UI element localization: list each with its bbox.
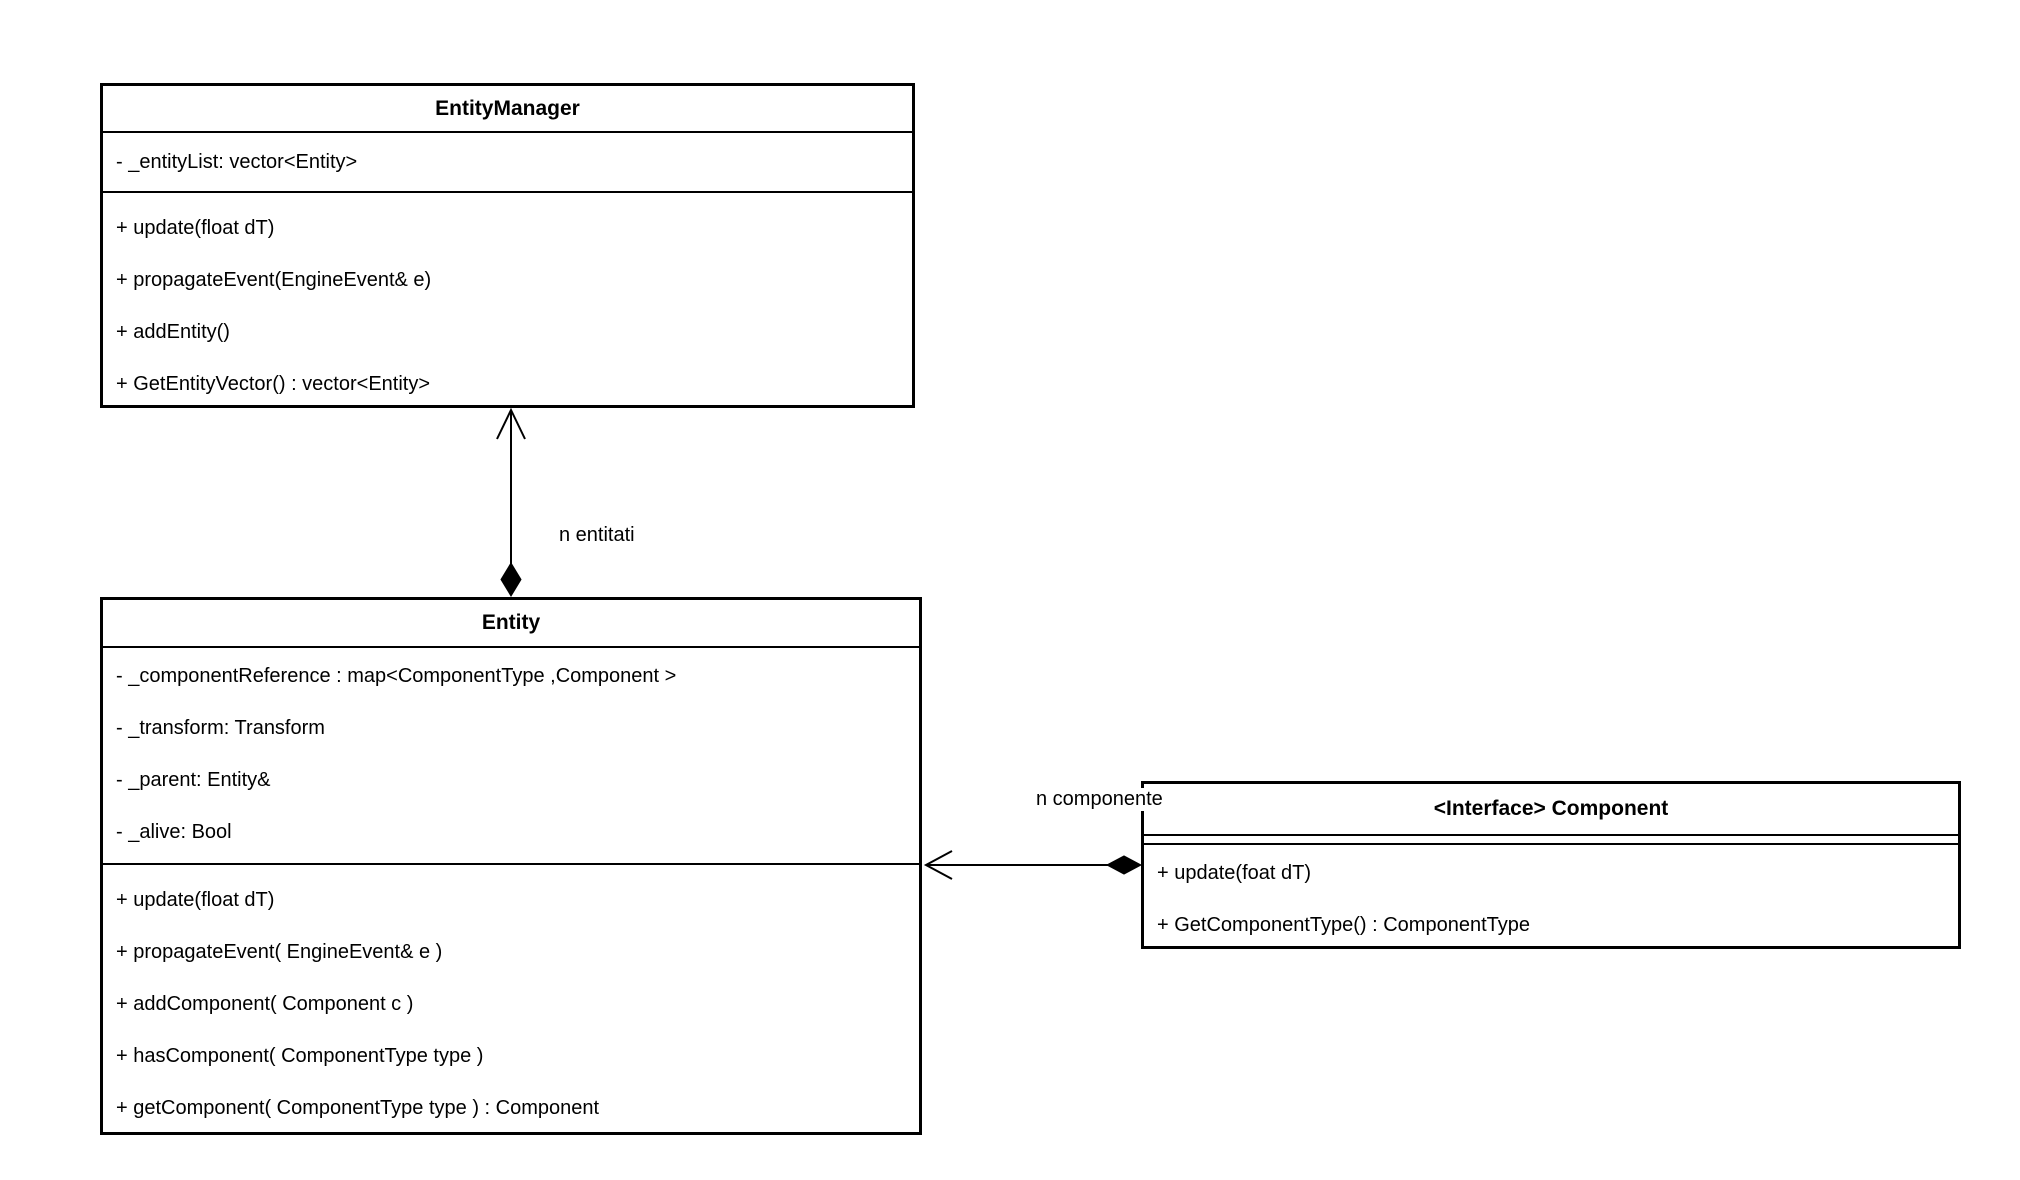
class-title-entitymanager: EntityManager xyxy=(103,86,912,133)
open-arrowhead-icon xyxy=(497,410,525,439)
open-arrowhead-icon xyxy=(926,851,952,879)
method-item: + addComponent( Component c ) xyxy=(116,992,414,1015)
methods-compartment xyxy=(1144,845,1958,951)
attribute-item: - _parent: Entity& xyxy=(116,768,271,791)
attribute-item: - _transform: Transform xyxy=(116,716,325,739)
method-item: + GetComponentType() : ComponentType xyxy=(1157,913,1530,936)
composition-connector-entity-to-entitymanager xyxy=(497,410,525,596)
method-item: + update(float dT) xyxy=(116,888,275,911)
attributes-compartment xyxy=(103,133,912,193)
attribute-item: - _componentReference : map<ComponentType ,Component > xyxy=(116,664,677,687)
methods-compartment xyxy=(103,865,919,1134)
composition-connector-component-to-entity xyxy=(926,851,1141,879)
attribute-item: - _entityList: vector<Entity> xyxy=(116,150,358,173)
composition-diamond-icon xyxy=(501,563,521,596)
method-item: + propagateEvent(EngineEvent& e) xyxy=(116,268,432,291)
methods-compartment xyxy=(103,193,912,410)
attributes-compartment xyxy=(103,648,919,865)
method-item: + getComponent( ComponentType type ) : Component xyxy=(116,1096,600,1119)
class-box-entity xyxy=(100,597,922,1135)
class-box-entitymanager xyxy=(100,83,915,408)
method-item: + GetEntityVector() : vector<Entity> xyxy=(116,372,431,395)
method-item: + update(foat dT) xyxy=(1157,861,1311,884)
class-title-entity: Entity xyxy=(103,600,919,648)
empty-attributes-compartment xyxy=(1144,836,1958,845)
method-item: + propagateEvent( EngineEvent& e ) xyxy=(116,940,443,963)
attribute-item: - _alive: Bool xyxy=(116,820,232,843)
class-title-component: <Interface> Component xyxy=(1144,784,1958,836)
composition-diamond-icon xyxy=(1107,856,1141,874)
multiplicity-label-entitati: n entitati xyxy=(556,524,638,547)
method-item: + hasComponent( ComponentType type ) xyxy=(116,1044,484,1067)
method-item: + addEntity() xyxy=(116,320,230,343)
class-box-component-interface xyxy=(1141,781,1961,949)
multiplicity-label-componente: n componente xyxy=(1033,788,1166,811)
method-item: + update(float dT) xyxy=(116,216,275,239)
